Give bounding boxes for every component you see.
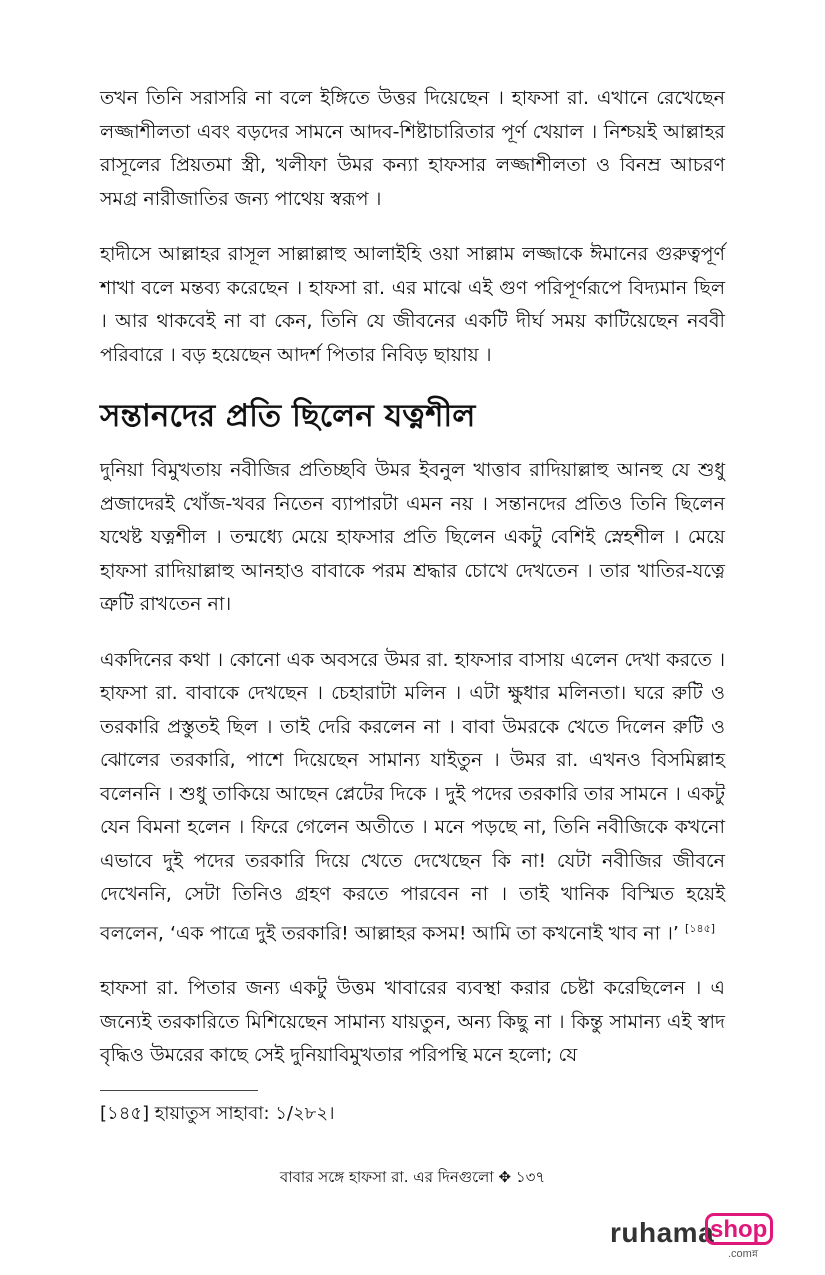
page-footer (0, 1165, 825, 1189)
story-paragraph (100, 644, 725, 951)
watermark-sub: .comন্ন (728, 1248, 759, 1260)
footnote: [১৪৫] হায়াতুস সাহাবা: ১/২৮২। (100, 1103, 335, 1124)
watermark-word: ruhama (610, 1217, 715, 1248)
footnote-ref[interactable]: [১৪৫] (685, 921, 716, 935)
watermark-word: shop (710, 1216, 768, 1243)
footer-chapter: বাবার সঙ্গে হাফসা রা. এর দিনগুলো (279, 1168, 494, 1186)
footer-separator-icon: ✥ (498, 1168, 512, 1186)
paragraph: তখন তিনি সরাসরি না বলে ইঙ্গিতে উত্তর দিয়েছেন । হাফসা রা. এখানে রেখেছেন লজ্জাশীলতা এবং বড়দের সামনে আদব-শিষ্টাচারিতার পূর্ণ খেয়াল । নিশ্চয়ই আল্লাহর রাসূলের প্রিয়তমা স্ত্রী, খলীফা উমর কন্যা হাফসার লজ্জাশীলতা ও বিনম্র আচরণ সমগ্র নারীজাতির জন্য পাথেয় স্বরূপ । (100, 87, 725, 210)
story-text: একদিনের কথা । কোনো এক অবসরে উমর রা. হাফসার বাসায় এলেন দেখা করতে । হাফসা রা. বাবাকে দেখছেন । চেহারাটা মলিন । এটা ক্ষুধার মলিনতা। ঘরে রুটি ও তরকারি প্রস্তুতই ছিল । তাই দেরি করলেন না । বাবা উমরকে খেতে দিলেন রুটি ও ঝোলের তরকারি, পাশে দিয়েছেন সামান্য যাইতুন । উমর রা. এখনও বিসমিল্লাহ বলেননি । শুধু তাকিয়ে আছেন প্লেটের দিকে । দুই পদের তরকারি তার সামনে । একটু যেন বিমনা হলেন । ফিরে গেলেন অতীতে । মনে পড়ছে না, তিনি নবীজিকে কখনো এভাবে দুই পদের তরকারি দিয়ে খেতে দেখেছেন কি না! যেটা নবীজির জীবনে দেখেননি, সেটা তিনিও গ্রহণ করতে পারবেন না । তাই খানিক বিস্মিত হয়েই বললেন, ‘এক পাত্রে দুই তরকারি! আল্লাহর কসম! আমি তা কখনোই খাব না ।’ (100, 648, 725, 944)
paragraph: হাদীসে আল্লাহর রাসূল সাল্লাল্লাহু আলাইহি ওয়া সাল্লাম লজ্জাকে ঈমানের গুরুত্বপূর্ণ শাখা বলে মন্তব্য করেছেন । হাফসা রা. এর মাঝে এই গুণ পরিপূর্ণরূপে বিদ্যমান ছিল । আর থাকবেই না বা কেন, তিনি যে জীবনের একটি দীর্ঘ সময় কাটিয়েছেন নববী পরিবারে । বড় হয়েছেন আদর্শ পিতার নিবিড় ছায়ায় । (100, 243, 725, 366)
watermark-logo (610, 1213, 780, 1259)
paragraph: হাফসা রা. পিতার জন্য একটু উত্তম খাবারের ব্যবস্থা করার চেষ্টা করেছিলেন । এ জন্যেই তরকারিতে মিশিয়েছেন সামান্য যায়তুন, অন্য কিছু না । কিন্তু সামান্য এই স্বাদ বৃদ্ধিও উমরের কাছে সেই দুনিয়াবিমুখতার পরিপন্থি মনে হলো; যে (100, 977, 725, 1067)
paragraph: দুনিয়া বিমুখতায় নবীজির প্রতিচ্ছবি উমর ইবনুল খাত্তাব রাদিয়াল্লাহু আনহু যে শুধু প্রজাদেরই খোঁজ-খবর নিতেন ব্যাপারটা এমন নয় । সন্তানদের প্রতিও তিনি ছিলেন যথেষ্ট যত্নশীল । তন্মধ্যে মেয়ে হাফসার প্রতি ছিলেন একটু বেশিই স্নেহশীল । মেয়ে হাফসা রাদিয়াল্লাহু আনহাও বাবাকে পরম শ্রদ্ধার চোখে দেখতেন । তার খাতির-যত্নে ত্রুটি রাখতেন না। (100, 459, 725, 615)
footnote-divider (100, 1090, 258, 1091)
page-number: ১৩৭ (515, 1168, 546, 1186)
page-body (100, 82, 725, 1095)
section-heading: সন্তানদের প্রতি ছিলেন যত্নশীল (100, 398, 476, 434)
